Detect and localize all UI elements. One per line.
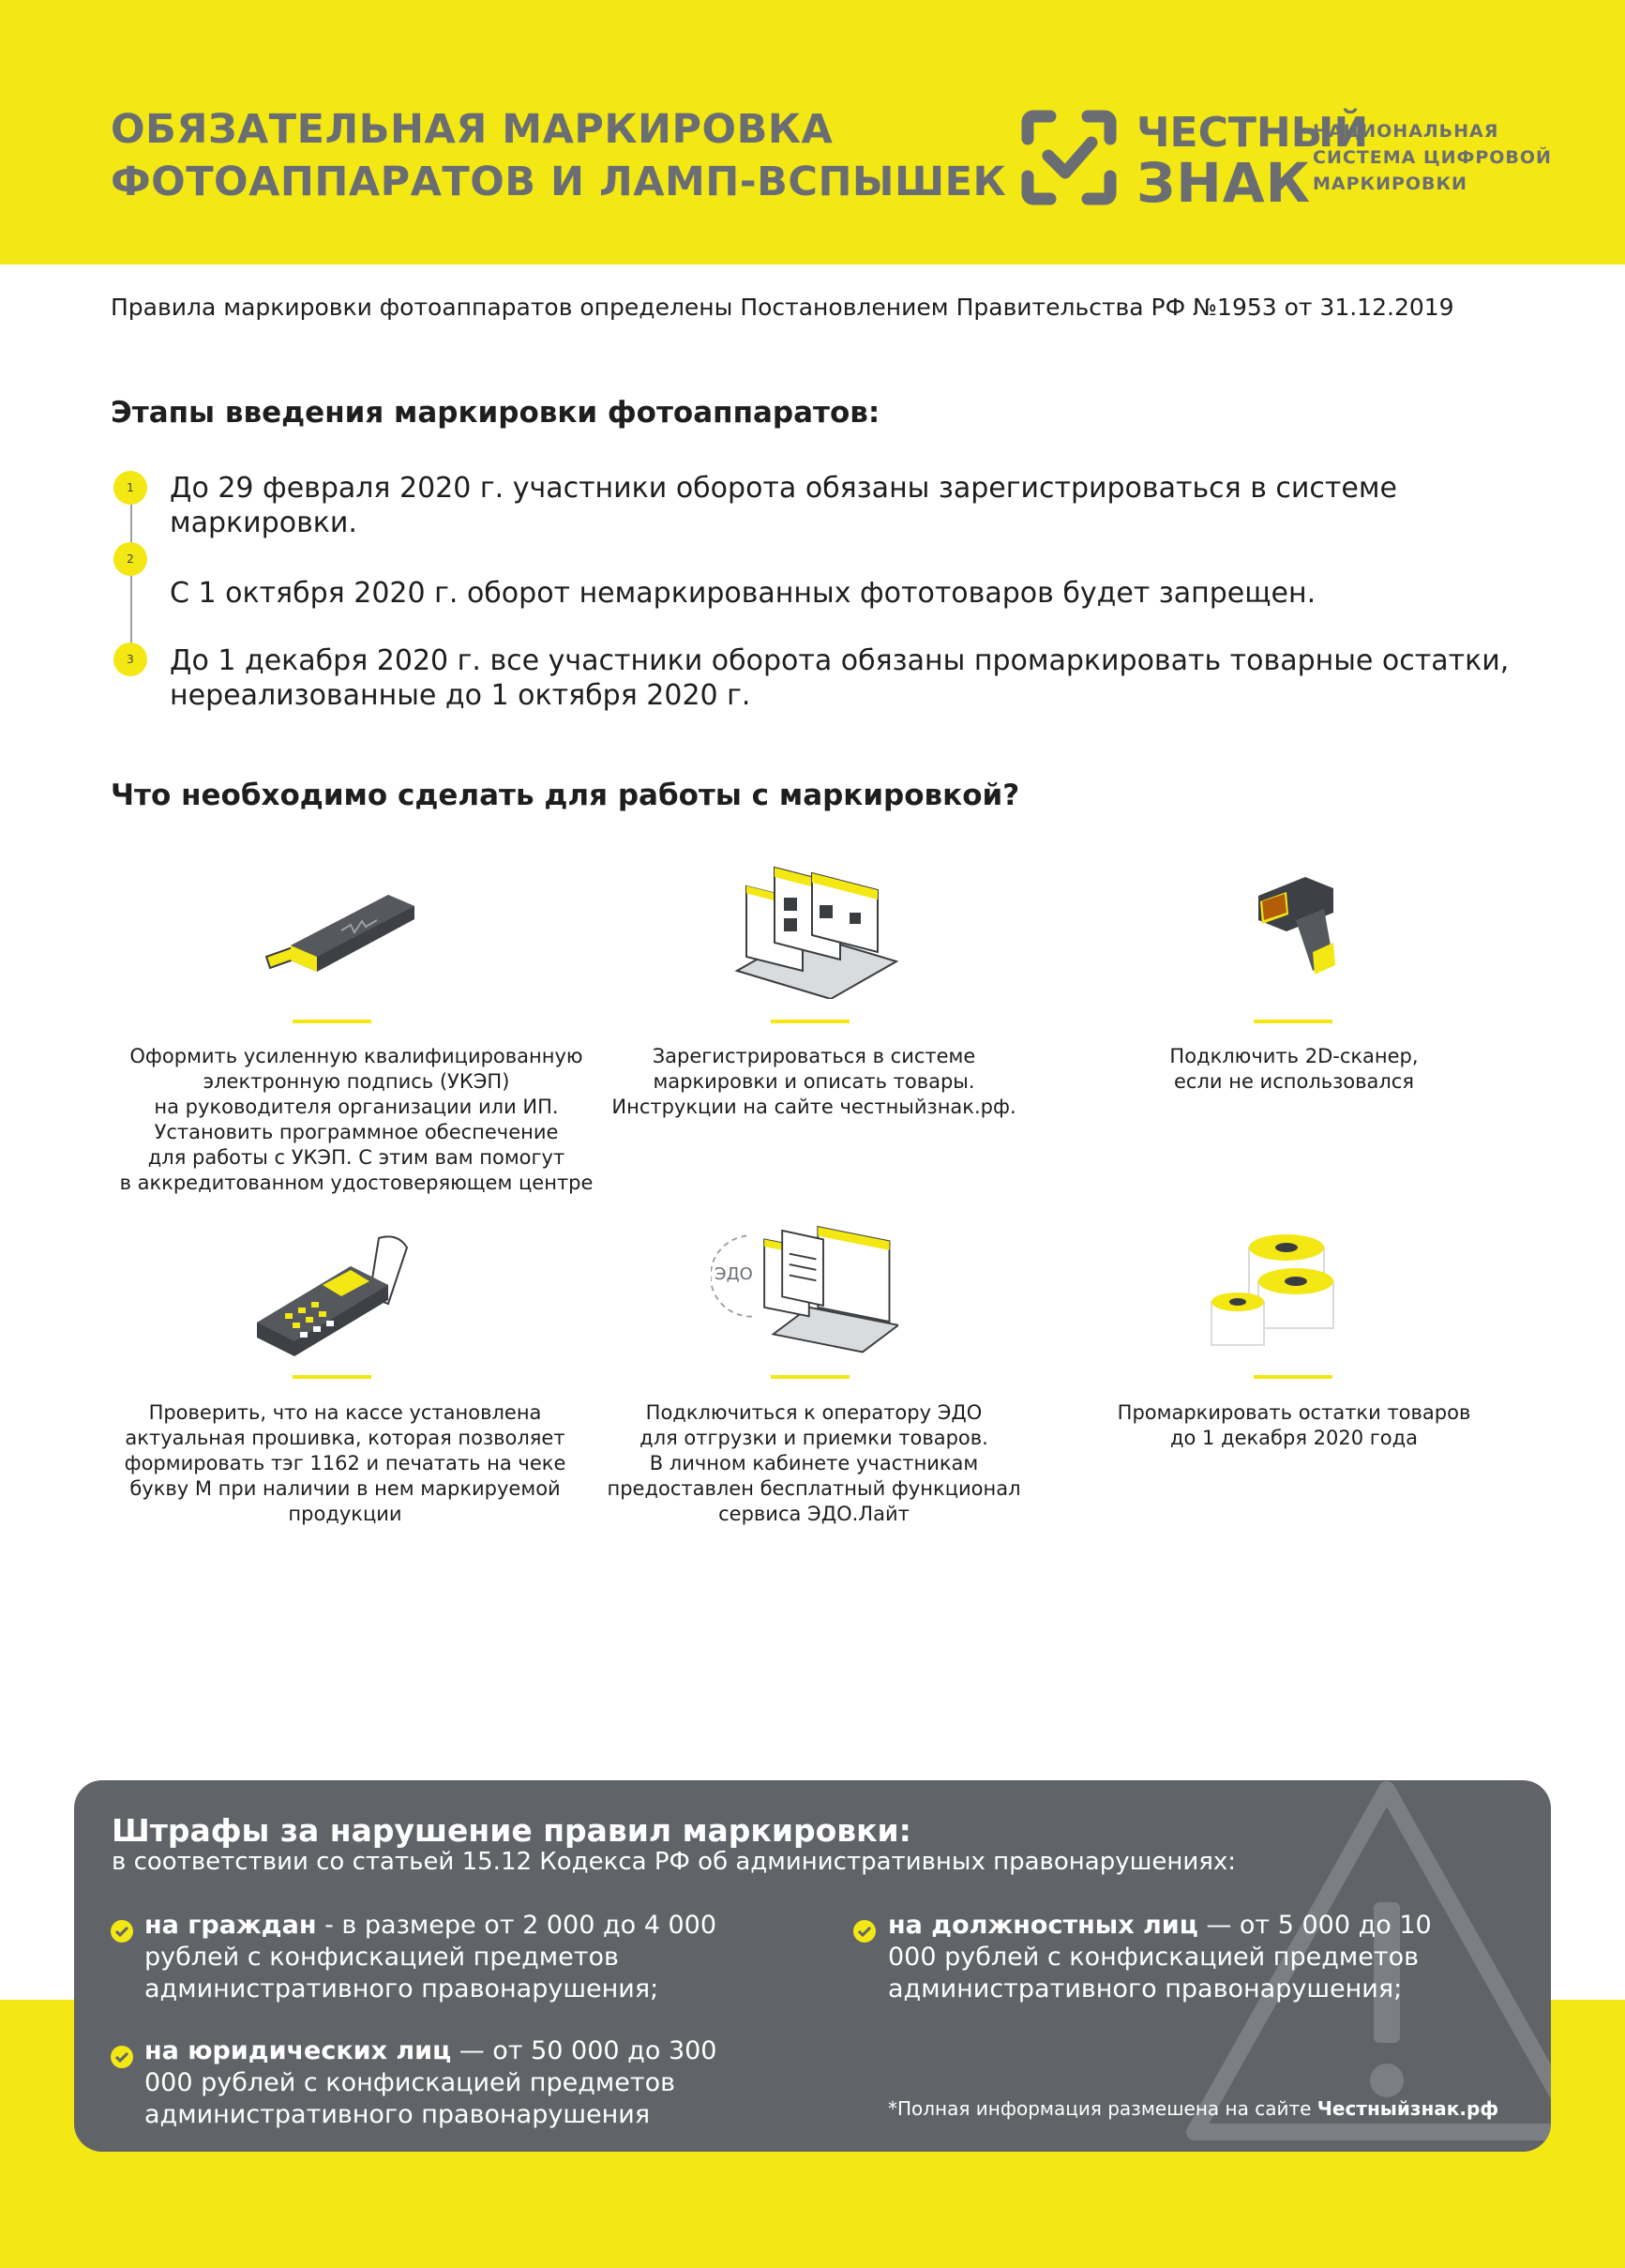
card-underline — [293, 1375, 371, 1379]
label-rolls-icon — [1202, 1229, 1390, 1369]
logo-tag-line-1: НАЦИОНАЛЬНАЯ — [1313, 121, 1499, 142]
stages-heading: Этапы введения маркировки фотоаппаратов: — [111, 396, 880, 430]
edo-label: ЭДО — [715, 1264, 753, 1284]
laptop-documents-icon — [718, 858, 906, 999]
card-text-register: Зарегистрироваться в системе маркировки и описать товары. Инструкции на сайте честныйзнак.рф. — [611, 1045, 1016, 1118]
card-text-scanner: Подключить 2D-сканер, если не использовался — [1169, 1045, 1419, 1093]
card-text-label-rolls: Промаркировать остатки товаров до 1 декабря 2020 года — [1117, 1401, 1471, 1449]
fine-citizens: на граждан - в размере от 2 000 до 4 000 рублей с конфискацией предметов административного правонарушения; — [144, 1911, 717, 2003]
fines-subtitle: в соответствии со статьей 15.12 Кодекса РФ об административных правонарушениях: — [112, 1848, 1237, 1876]
title-line-2: ФОТОАППАРАТОВ И ЛАМП-ВСПЫШЕК — [111, 159, 1007, 205]
card-text-edo: Подключиться к оператору ЭДО для отгрузки и приемки товаров. В личном кабинете участникам предоставлен бесплатный функционал сервиса ЭДО.Лайт — [607, 1401, 1021, 1525]
card-underline — [771, 1020, 850, 1023]
card-underline — [1254, 1020, 1332, 1023]
intro-text: Правила маркировки фотоаппаратов определены Постановлением Правительства РФ №1953 от 31.12.2019 — [111, 294, 1454, 321]
check-icon — [110, 2045, 134, 2069]
card-text-cashbox: Проверить, что на кассе установлена актуальная прошивка, которая позволяет формировать тэг 1162 и печатать на чеке букву М при наличии в нем маркируемой продукции — [124, 1401, 566, 1525]
stage-number-2: 2 — [113, 542, 147, 576]
card-underline — [771, 1375, 850, 1379]
cash-register-icon — [248, 1229, 435, 1369]
card-underline — [1254, 1375, 1332, 1379]
usb-token-icon — [248, 872, 435, 1013]
barcode-scanner-icon — [1202, 868, 1390, 1008]
fine-legal-entities: на юридических лиц — от 50 000 до 300 000 рублей с конфискацией предметов административного правонарушения — [144, 2036, 717, 2129]
card-text-signature: Оформить усиленную квалифицированную электронную подпись (УКЭП) на руководителя организации или ИП. Установить программное обеспечение для работы с УКЭП. С этим вам помогут в аккредитованном удостоверяющем центре — [119, 1045, 594, 1194]
stage-number-3: 3 — [113, 643, 147, 676]
page-title — [111, 103, 1006, 208]
logo-check-icon — [1020, 109, 1118, 206]
stage-text-3: До 1 декабря 2020 г. все участники оборота обязаны промаркировать товарные остатки, нереализованные до 1 октября 2020 г. — [170, 644, 1510, 712]
fines-panel — [74, 1780, 1551, 2152]
stage-number-1: 1 — [113, 471, 147, 505]
card-underline — [293, 1020, 371, 1023]
check-icon — [852, 1919, 877, 1943]
stage-text-1: До 29 февраля 2020 г. участники оборота обязаны зарегистрироваться в системе маркировки. — [170, 472, 1397, 539]
fines-footnote: *Полная информация размешена на сайте Честныйзнак.рф — [888, 2097, 1499, 2120]
title-line-1: ОБЯЗАТЕЛЬНАЯ МАРКИРОВКА — [111, 106, 834, 153]
fines-title: Штрафы за нарушение правил маркировки: — [112, 1812, 911, 1849]
logo-tagline — [1313, 118, 1552, 197]
website-link[interactable]: Честныйзнак.рф — [1317, 2097, 1499, 2120]
fine-officials: на должностных лиц — от 5 000 до 10 000 рублей с конфискацией предметов административного правонарушения; — [888, 1911, 1432, 2003]
stage-text-2: С 1 октября 2020 г. оборот немаркированных фототоваров будет запрещен. — [170, 577, 1317, 610]
todo-heading: Что необходимо сделать для работы с маркировкой? — [111, 779, 1020, 812]
logo-tag-line-3: МАРКИРОВКИ — [1313, 174, 1467, 194]
edo-laptop-icon — [711, 1215, 898, 1355]
logo-word-1: ЧЕСТНЫЙ — [1136, 109, 1369, 157]
logo-word-2: ЗНАК — [1136, 151, 1312, 215]
check-icon — [110, 1919, 134, 1943]
logo-tag-line-2: СИСТЕМА ЦИФРОВОЙ — [1313, 147, 1552, 168]
